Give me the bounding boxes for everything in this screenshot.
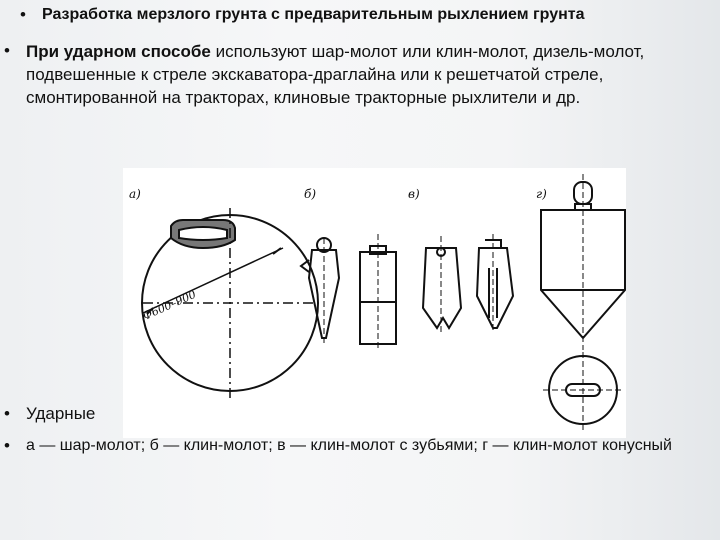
bullet-1 — [20, 4, 710, 26]
bullet-2 — [4, 40, 714, 109]
bullet-marker: • — [20, 5, 26, 24]
bullet-2-body: используют шар-молот или клин-молот, дизель-молот, подвешенные к стреле экскаватора-драглайна или к решетчатой стреле, смонтированной на тракторах, клиновые тракторные рыхлители и др. — [26, 42, 645, 107]
label-g: г) — [536, 187, 547, 201]
toothed-hammer — [423, 248, 461, 328]
bullet-marker: • — [4, 404, 10, 423]
bullet-3 — [4, 403, 204, 425]
bullet-2-bold: При ударном способе — [26, 42, 211, 61]
bullet-2-text — [26, 40, 714, 109]
dimension-label: Ф600–900 — [140, 287, 198, 323]
label-b: б) — [304, 187, 317, 201]
bullet-4-text: а — шар-молот; б — клин-молот; в — клин-молот с зубьями; г — клин-молот конусный — [26, 437, 672, 454]
bullet-3-text: Ударные — [26, 404, 96, 423]
bullet-4 — [4, 435, 714, 457]
bullet-marker: • — [4, 41, 10, 60]
hammer-drawings — [123, 168, 626, 438]
hammer-figure — [123, 168, 626, 438]
label-v: в) — [408, 187, 420, 201]
toothed-hammer-side — [477, 248, 513, 328]
label-a: а) — [129, 187, 141, 201]
bullet-1-text: Разработка мерзлого грунта с предварительным рыхлением грунта — [42, 6, 585, 23]
bullet-marker: • — [4, 436, 10, 455]
